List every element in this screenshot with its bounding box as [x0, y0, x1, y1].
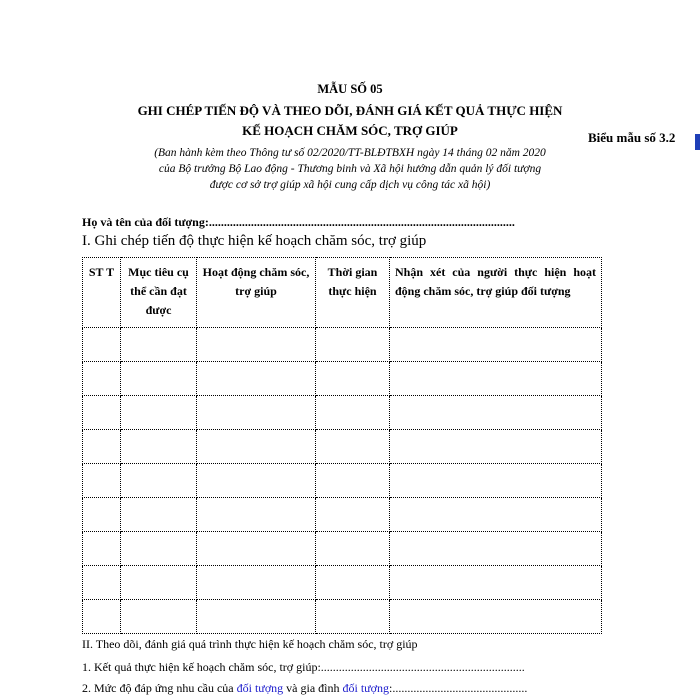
item-2-middle: và gia đình	[283, 681, 343, 695]
table-row	[83, 328, 602, 362]
table-cell[interactable]	[390, 566, 602, 600]
item-2-prefix: 2. Mức độ đáp ứng nhu cầu của	[82, 681, 237, 695]
col-header-comments: Nhận xét của người thực hiện hoạt động chăm sóc, trợ giúp đối tượng	[390, 258, 602, 328]
table-cell[interactable]	[121, 464, 197, 498]
note-line-3: được cơ sở trợ giúp xã hội cung cấp dịch vụ công tác xã hội)	[209, 179, 491, 191]
table-cell[interactable]	[83, 396, 121, 430]
table-cell[interactable]	[121, 328, 197, 362]
item-1-results-field[interactable]: 1. Kết quả thực hiện kế hoạch chăm sóc, trợ giúp:....................................................................	[82, 660, 525, 674]
table-cell[interactable]	[390, 430, 602, 464]
table-cell[interactable]	[83, 464, 121, 498]
table-cell[interactable]	[316, 396, 390, 430]
col-header-time: Thời gian thực hiện	[316, 258, 390, 328]
table-cell[interactable]	[390, 464, 602, 498]
table-cell[interactable]	[83, 532, 121, 566]
page-edge-marker	[695, 134, 700, 150]
table-cell[interactable]	[83, 328, 121, 362]
table-cell[interactable]	[316, 464, 390, 498]
table-cell[interactable]	[197, 464, 316, 498]
section-2-title: II. Theo dõi, đánh giá quá trình thực hiện kế hoạch chăm sóc, trợ giúp	[82, 637, 418, 651]
table-cell[interactable]	[197, 396, 316, 430]
document-title	[80, 101, 620, 141]
table-row	[83, 498, 602, 532]
table-cell[interactable]	[83, 566, 121, 600]
table-cell[interactable]	[316, 566, 390, 600]
section-1-title: I. Ghi chép tiến độ thực hiện kế hoạch chăm sóc, trợ giúp	[82, 233, 427, 249]
subject-link-2[interactable]: đối tượng	[342, 681, 390, 695]
table-cell[interactable]	[121, 532, 197, 566]
table-cell[interactable]	[121, 566, 197, 600]
table-row	[83, 362, 602, 396]
table-cell[interactable]	[197, 532, 316, 566]
table-cell[interactable]	[121, 600, 197, 634]
table-cell[interactable]	[390, 532, 602, 566]
table-cell[interactable]	[197, 328, 316, 362]
subject-link-1[interactable]: đối tượng	[236, 681, 284, 695]
col-header-activity: Hoạt động chăm sóc, trợ giúp	[197, 258, 316, 328]
table-cell[interactable]	[390, 362, 602, 396]
table-cell[interactable]	[197, 600, 316, 634]
item-2-needs-field[interactable]	[82, 681, 527, 696]
col-header-stt: ST T	[83, 258, 121, 328]
subject-name-field[interactable]: Họ và tên của đối tượng:......................................................................................................	[82, 215, 515, 229]
title-line-1: GHI CHÉP TIẾN ĐỘ VÀ THEO DÕI, ĐÁNH GIÁ KẾT QUẢ THỰC HIỆN	[137, 103, 563, 118]
table-cell[interactable]	[197, 362, 316, 396]
table-cell[interactable]	[121, 498, 197, 532]
table-cell[interactable]	[390, 396, 602, 430]
table-cell[interactable]	[121, 362, 197, 396]
progress-table	[82, 257, 602, 634]
table-cell[interactable]	[121, 396, 197, 430]
table-header-row	[83, 258, 602, 328]
table-cell[interactable]	[316, 600, 390, 634]
table-cell[interactable]	[390, 498, 602, 532]
table-row	[83, 532, 602, 566]
table-cell[interactable]	[316, 362, 390, 396]
table-row	[83, 396, 602, 430]
table-row	[83, 566, 602, 600]
table-cell[interactable]	[316, 328, 390, 362]
item-2-suffix: :.............................................	[389, 681, 528, 695]
col-header-objective: Mục tiêu cụ thể cần đạt được	[121, 258, 197, 328]
note-line-1: (Ban hành kèm theo Thông tư số 02/2020/TT-BLĐTBXH ngày 14 tháng 02 năm 2020	[154, 147, 546, 159]
table-row	[83, 464, 602, 498]
issuance-note	[80, 145, 620, 193]
table-cell[interactable]	[316, 430, 390, 464]
table-row	[83, 430, 602, 464]
table-cell[interactable]	[197, 430, 316, 464]
table-cell[interactable]	[390, 328, 602, 362]
table-cell[interactable]	[197, 498, 316, 532]
table-cell[interactable]	[316, 498, 390, 532]
table-cell[interactable]	[83, 430, 121, 464]
table-row	[83, 600, 602, 634]
form-number-label: Biểu mẫu số 3.2	[588, 130, 676, 145]
table-cell[interactable]	[197, 566, 316, 600]
table-cell[interactable]	[316, 532, 390, 566]
table-cell[interactable]	[390, 600, 602, 634]
table-cell[interactable]	[83, 600, 121, 634]
note-line-2: của Bộ trưởng Bộ Lao động - Thương binh và Xã hội hướng dẫn quản lý đối tượng	[158, 163, 542, 175]
table-cell[interactable]	[121, 430, 197, 464]
title-line-2: KẾ HOẠCH CHĂM SÓC, TRỢ GIÚP	[242, 123, 458, 138]
table-cell[interactable]	[83, 362, 121, 396]
form-code: MẪU SỐ 05	[317, 82, 383, 96]
table-cell[interactable]	[83, 498, 121, 532]
